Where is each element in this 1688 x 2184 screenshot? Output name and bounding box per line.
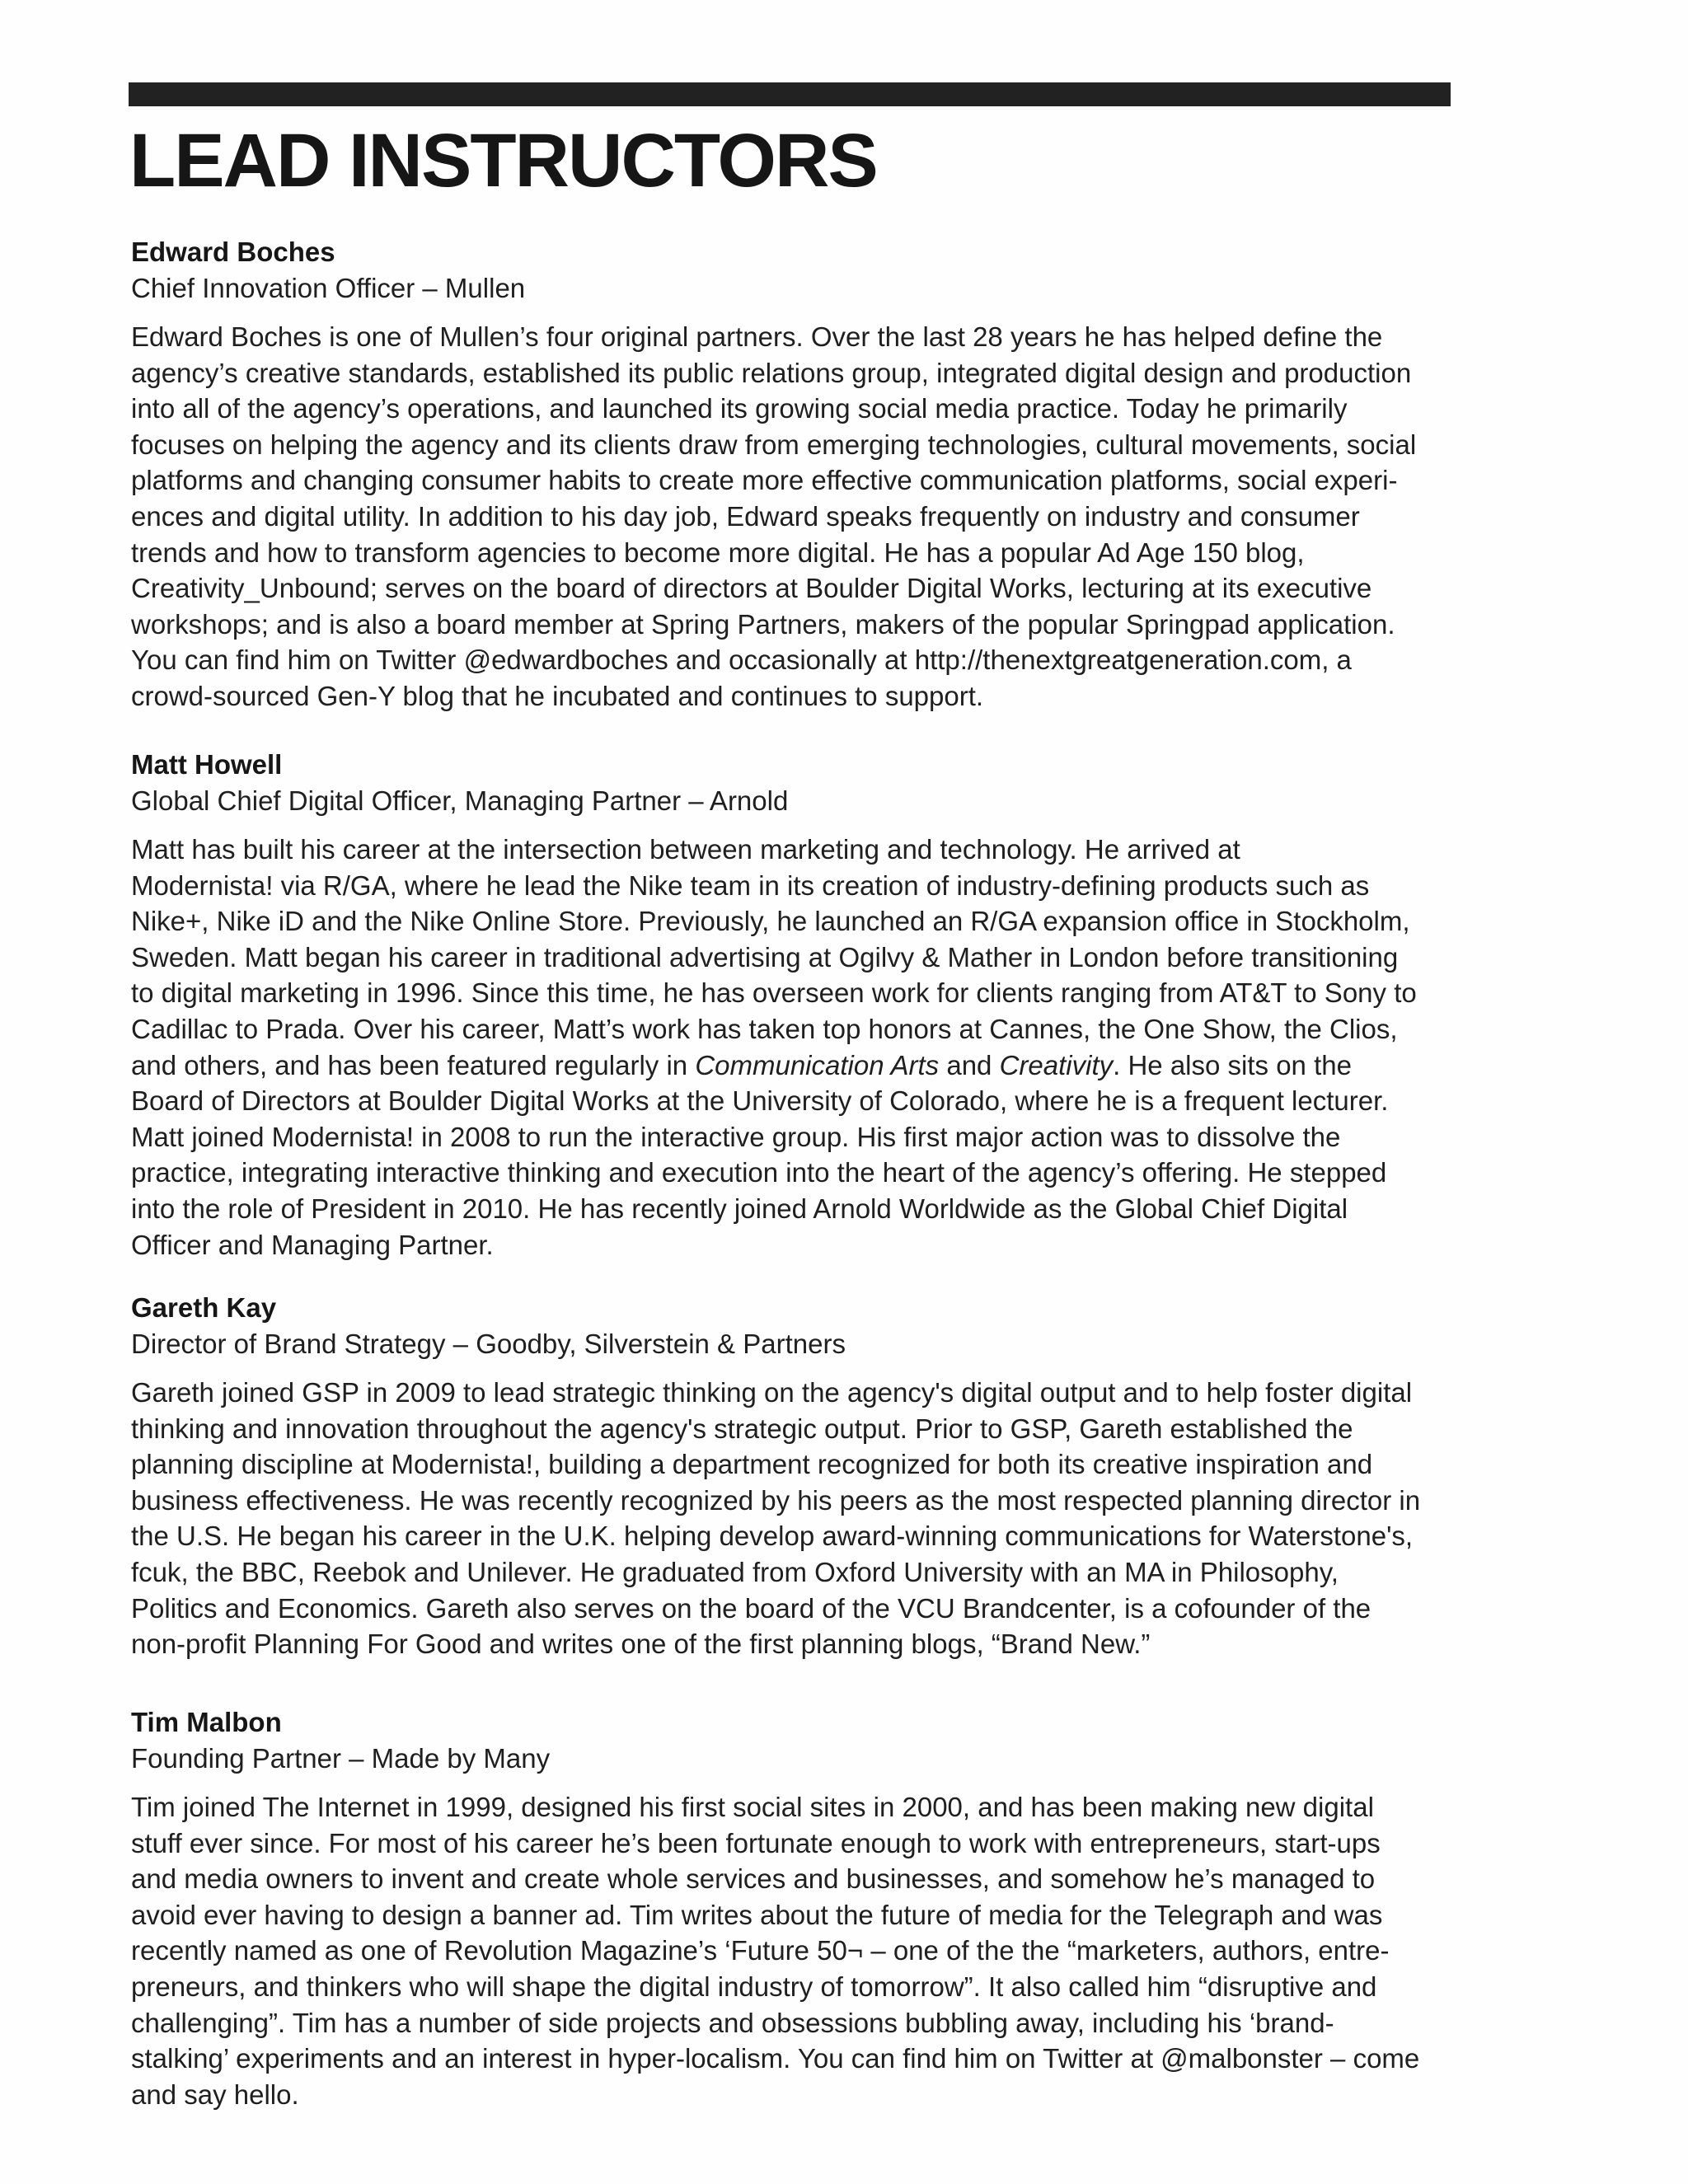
bio-line: practice, integrating interactive thinking and execution into the heart of the agency’s offering. He stepped [131, 1157, 1387, 1188]
instructor-bio-edward-boches [131, 234, 1458, 715]
bio-line: non-profit Planning For Good and writes one of the first planning blogs, “Brand New.” [131, 1629, 1151, 1660]
instructor-role: Chief Innovation Officer – Mullen [131, 273, 526, 303]
bio-line-with-italics [131, 1047, 1458, 1084]
bio-line: Officer and Managing Partner. [131, 1229, 494, 1260]
bio-line: crowd-sourced Gen-Y blog that he incubated and continues to support. [131, 680, 984, 711]
top-rule-bar [129, 82, 1451, 106]
bio-line: platforms and changing consumer habits to create more effective communication platforms, social experi- [131, 465, 1398, 496]
bio-line: Nike+, Nike iD and the Nike Online Store. Previously, he launched an R/GA expansion office in Stockholm, [131, 906, 1410, 937]
bio-text-segment: and [939, 1049, 1000, 1080]
bio-line: Sweden. Matt began his career in traditional advertising at Ogilvy & Mather in London before transitioning [131, 941, 1399, 972]
bio-line: Edward Boches is one of Mullen’s four original partners. Over the last 28 years he has helped define the [131, 321, 1383, 352]
instructor-name: Matt Howell [131, 749, 283, 780]
instructor-bio-text [131, 1375, 1458, 1662]
bio-line: business effectiveness. He was recently recognized by his peers as the most respected planning director in [131, 1484, 1421, 1516]
bio-line: Matt has built his career at the intersection between marketing and technology. He arrived at [131, 834, 1240, 865]
instructor-bio-text [131, 319, 1458, 715]
instructor-role: Founding Partner – Made by Many [131, 1743, 551, 1774]
bio-line: planning discipline at Modernista!, building a department recognized for both its creative inspiration and [131, 1449, 1373, 1480]
bio-line: and say hello. [131, 2079, 299, 2110]
bio-line: and media owners to invent and create whole services and businesses, and somehow he’s managed to [131, 1863, 1376, 1895]
bio-line: stalking’ experiments and an interest in hyper-localism. You can find him on Twitter at @malbonster – come [131, 2043, 1420, 2074]
bio-text-segment: and others, and has been featured regularly in [131, 1049, 696, 1080]
bio-line: agency’s creative standards, established its public relations group, integrated digital design and production [131, 357, 1412, 388]
bio-line: Cadillac to Prada. Over his career, Matt’s work has taken top honors at Cannes, the One Show, the Clios, [131, 1013, 1398, 1044]
bio-line: focuses on helping the agency and its clients draw from emerging technologies, cultural movements, social [131, 429, 1417, 460]
page-title: LEAD INSTRUCTORS [129, 119, 877, 203]
instructor-name: Tim Malbon [131, 1707, 282, 1737]
bio-line: the U.S. He began his career in the U.K. helping develop award-winning communications for Waterstone's, [131, 1521, 1414, 1552]
bio-line: Politics and Economics. Gareth also serves on the board of the VCU Brandcenter, is a cofounder of the [131, 1592, 1372, 1624]
bio-line: Matt joined Modernista! in 2008 to run the interactive group. His first major action was to dissolve the [131, 1121, 1341, 1152]
bio-line: Gareth joined GSP in 2009 to lead strategic thinking on the agency's digital output and to help foster digital [131, 1377, 1413, 1408]
bio-line: challenging”. Tim has a number of side projects and obsessions bubbling away, including his ‘brand- [131, 2007, 1334, 2038]
instructor-bio-text [131, 832, 1458, 1263]
bio-line: Tim joined The Internet in 1999, designed his first social sites in 2000, and has been making new digital [131, 1792, 1374, 1822]
bio-line: recently named as one of Revolution Magazine’s ‘Future 50¬ – one of the the “marketers, authors, entre- [131, 1935, 1390, 1966]
instructor-bio-matt-howell [131, 747, 1458, 1263]
instructor-bio-text [131, 1789, 1458, 2112]
instructor-bio-tim-malbon [131, 1704, 1458, 2112]
bio-line: preneurs, and thinkers who will shape the digital industry of tomorrow”. It also called him “disruptive and [131, 1971, 1377, 2002]
bio-line: Creativity_Unbound; serves on the board of directors at Boulder Digital Works, lecturing at its executive [131, 573, 1372, 604]
bio-line: fcuk, the BBC, Reebok and Unilever. He graduated from Oxford University with an MA in Philosophy, [131, 1556, 1339, 1587]
bio-line: Modernista! via R/GA, where he lead the Nike team in its creation of industry-defining products such as [131, 869, 1370, 901]
bio-text-segment: . He also sits on the [1113, 1049, 1352, 1080]
bio-line: stuff ever since. For most of his career he’s been fortunate enough to work with entrepreneurs, start-ups [131, 1827, 1381, 1858]
instructor-bio-gareth-kay [131, 1290, 1458, 1662]
instructor-role: Global Chief Digital Officer, Managing Partner – Arnold [131, 785, 789, 816]
instructor-role: Director of Brand Strategy – Goodby, Silverstein & Partners [131, 1329, 846, 1359]
bio-line: trends and how to transform agencies to become more digital. He has a popular Ad Age 150 blog, [131, 537, 1305, 568]
bio-line: thinking and innovation throughout the agency's strategic output. Prior to GSP, Gareth established the [131, 1413, 1353, 1444]
instructor-name: Edward Boches [131, 237, 335, 267]
bio-line: Board of Directors at Boulder Digital Works at the University of Colorado, where he is a frequent lecturer. [131, 1085, 1389, 1117]
instructor-name: Gareth Kay [131, 1292, 277, 1323]
bio-line: avoid ever having to design a banner ad. Tim writes about the future of media for the Telegraph and was [131, 1899, 1383, 1930]
bio-line: workshops; and is also a board member at Spring Partners, makers of the popular Springpad application. [131, 608, 1395, 640]
publication-title: Communication Arts [695, 1049, 940, 1080]
bio-line: ences and digital utility. In addition to his day job, Edward speaks frequently on industry and consumer [131, 500, 1360, 532]
bio-line: You can find him on Twitter @edwardboches and occasionally at http://thenextgreatgeneration.com, a [131, 644, 1352, 676]
bio-line: into all of the agency’s operations, and launched its growing social media practice. Today he primarily [131, 393, 1348, 424]
bio-line: to digital marketing in 1996. Since this time, he has overseen work for clients ranging from AT&T to Sony to [131, 977, 1417, 1009]
bio-line: into the role of President in 2010. He has recently joined Arnold Worldwide as the Global Chief Digital [131, 1193, 1348, 1224]
publication-title: Creativity [999, 1049, 1114, 1080]
